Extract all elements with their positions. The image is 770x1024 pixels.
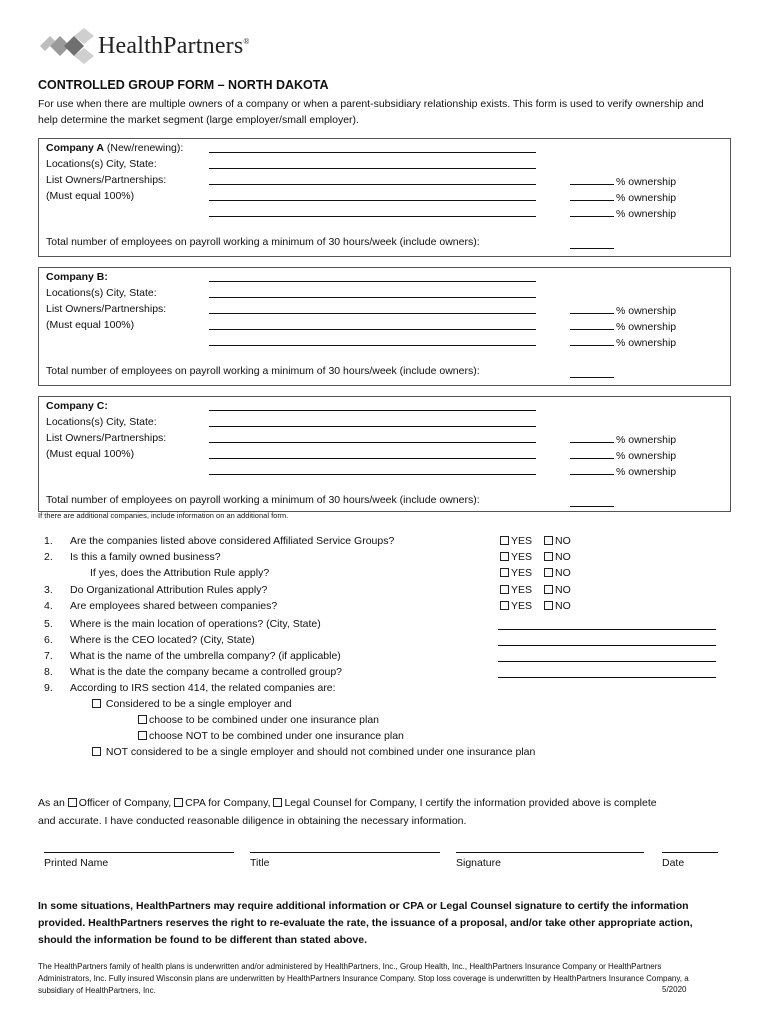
company-name: Company C:: [46, 400, 108, 412]
additional-companies-note: If there are additional companies, include information on an additional form.: [38, 511, 289, 520]
footer-text: The HealthPartners family of health plans is underwritten and/or administered by HealthPartners, Inc., Group Health, Inc., HealthPartners Insurance Company or HealthPartners Administrators, Inc. Fully insured Wisconsin plans are underwritten by HealthPartners Insurance Company. Stop loss coverage is underwritten by HealthPartners Insurance Company, a subsidiary of HealthPartners, Inc.: [38, 962, 689, 995]
q3-no-checkbox[interactable]: NO: [544, 584, 571, 596]
ownership-3[interactable]: % ownership: [570, 206, 676, 220]
question-9: 9. According to IRS section 414, the related companies are:: [44, 682, 336, 694]
owners-label: List Owners/Partnerships:: [46, 303, 167, 315]
total-employees-label: Total number of employees on payroll working a minimum of 30 hours/week (include owners):: [46, 494, 480, 506]
checkbox-icon: [500, 585, 509, 594]
printed-name-label: Printed Name: [44, 857, 109, 869]
must-equal-label: (Must equal 100%): [46, 319, 135, 331]
q6-answer-field[interactable]: [498, 645, 716, 646]
owner-field-2[interactable]: [209, 458, 536, 459]
ownership-2[interactable]: % ownership: [570, 319, 676, 333]
logo-wordmark: HealthPartners: [98, 33, 244, 59]
q1-no-checkbox[interactable]: NO: [544, 535, 571, 547]
owner-field-2[interactable]: [209, 329, 536, 330]
checkbox-icon: [138, 715, 147, 724]
footer-date: 5/2020: [662, 985, 687, 994]
checkbox-icon: [92, 699, 101, 708]
must-equal-label: (Must equal 100%): [46, 448, 135, 460]
total-employees-field[interactable]: [570, 377, 614, 378]
ownership-1[interactable]: % ownership: [570, 174, 676, 188]
company-name-field[interactable]: [209, 281, 536, 282]
company-c-section: [38, 396, 731, 512]
owner-field-1[interactable]: [209, 184, 536, 185]
owner-field-1[interactable]: [209, 313, 536, 314]
question-5: 5. Where is the main location of operations? (City, State): [44, 618, 321, 630]
signature-field[interactable]: [456, 852, 644, 853]
checkbox-icon: [500, 552, 509, 561]
notice-paragraph: In some situations, HealthPartners may require additional information or CPA or Legal Counsel signature to certify the information provided. HealthPartners reserves the right to re-evaluate the rate, the issuance of a proposal, and/or take other appropriate action, should the information be found to be different than stated above.: [38, 900, 693, 946]
question-6: 6. Where is the CEO located? (City, State): [44, 634, 255, 646]
owner-field-2[interactable]: [209, 200, 536, 201]
q2a-no-checkbox[interactable]: NO: [544, 567, 571, 579]
single-employer-option[interactable]: Considered to be a single employer and: [92, 698, 292, 710]
ownership-1[interactable]: % ownership: [570, 432, 676, 446]
question-7: 7. What is the name of the umbrella company? (if applicable): [44, 650, 341, 662]
q1-yes-checkbox[interactable]: YES: [500, 535, 532, 547]
certify-line-1: As an Officer of Company, CPA for Company, Legal Counsel for Company, I certify the information provided above is complete: [38, 797, 657, 809]
total-employees-label: Total number of employees on payroll working a minimum of 30 hours/week (include owners):: [46, 365, 480, 377]
question-2: 2. Is this a family owned business?: [44, 551, 221, 563]
intro-text: For use when there are multiple owners of a company or when a parent-subsidiary relationship exists. This form is used to verify ownership and help determine the market segment (large employer/small employer).: [38, 98, 704, 126]
checkbox-icon: [544, 568, 553, 577]
total-employees-field[interactable]: [570, 248, 614, 249]
locations-field[interactable]: [209, 426, 536, 427]
q7-answer-field[interactable]: [498, 661, 716, 662]
ownership-2[interactable]: % ownership: [570, 448, 676, 462]
checkbox-icon: [544, 585, 553, 594]
question-1: 1. Are the companies listed above considered Affiliated Service Groups?: [44, 535, 395, 547]
date-field[interactable]: [662, 852, 718, 853]
checkbox-icon: [138, 731, 147, 740]
owner-field-3[interactable]: [209, 474, 536, 475]
locations-field[interactable]: [209, 168, 536, 169]
q4-yes-checkbox[interactable]: YES: [500, 600, 532, 612]
certify-line-2: and accurate. I have conducted reasonable diligence in obtaining the necessary information.: [38, 815, 467, 827]
company-name-field[interactable]: [209, 152, 536, 153]
checkbox-icon: [500, 536, 509, 545]
locations-label: Locations(s) City, State:: [46, 158, 157, 170]
company-name: Company B:: [46, 271, 108, 283]
owners-label: List Owners/Partnerships:: [46, 174, 167, 186]
date-label: Date: [662, 857, 685, 869]
company-name-field[interactable]: [209, 410, 536, 411]
question-4: 4. Are employees shared between companies?: [44, 600, 278, 612]
company-name: Company A: [46, 142, 104, 154]
locations-label: Locations(s) City, State:: [46, 287, 157, 299]
form-title: CONTROLLED GROUP FORM – NORTH DAKOTA: [38, 78, 329, 92]
locations-label: Locations(s) City, State:: [46, 416, 157, 428]
question-8: 8. What is the date the company became a controlled group?: [44, 666, 342, 678]
healthpartners-logo-icon: [38, 27, 96, 65]
ownership-1[interactable]: % ownership: [570, 303, 676, 317]
not-combined-option[interactable]: choose NOT to be combined under one insurance plan: [138, 730, 404, 742]
question-2a: If yes, does the Attribution Rule apply?: [90, 567, 270, 579]
q5-answer-field[interactable]: [498, 629, 716, 630]
owner-field-3[interactable]: [209, 345, 536, 346]
checkbox-icon: [544, 601, 553, 610]
owner-field-3[interactable]: [209, 216, 536, 217]
owner-field-1[interactable]: [209, 442, 536, 443]
company-a-section: [38, 138, 731, 257]
checkbox-icon: [544, 552, 553, 561]
q8-answer-field[interactable]: [498, 677, 716, 678]
question-3: 3. Do Organizational Attribution Rules apply?: [44, 584, 268, 596]
combined-option[interactable]: choose to be combined under one insurance plan: [138, 714, 379, 726]
total-employees-field[interactable]: [570, 506, 614, 507]
officer-checkbox[interactable]: [68, 798, 77, 807]
cpa-checkbox[interactable]: [174, 798, 183, 807]
checkbox-icon: [500, 601, 509, 610]
owners-label: List Owners/Partnerships:: [46, 432, 167, 444]
ownership-2[interactable]: % ownership: [570, 190, 676, 204]
legal-counsel-checkbox[interactable]: [273, 798, 282, 807]
q2-no-checkbox[interactable]: NO: [544, 551, 571, 563]
locations-field[interactable]: [209, 297, 536, 298]
q2-yes-checkbox[interactable]: YES: [500, 551, 532, 563]
checkbox-icon: [500, 568, 509, 577]
checkbox-icon: [544, 536, 553, 545]
ownership-3[interactable]: % ownership: [570, 335, 676, 349]
company-name-suffix: (New/renewing):: [103, 142, 184, 154]
signature-label: Signature: [456, 857, 501, 869]
logo: [38, 27, 258, 67]
ownership-3[interactable]: % ownership: [570, 464, 676, 478]
q4-no-checkbox[interactable]: NO: [544, 600, 571, 612]
not-single-employer-option[interactable]: NOT considered to be a single employer and should not combined under one insurance plan: [92, 746, 535, 758]
total-employees-label: Total number of employees on payroll working a minimum of 30 hours/week (include owners):: [46, 236, 480, 248]
printed-name-field[interactable]: [44, 852, 234, 853]
title-label: Title: [250, 857, 270, 869]
registered-mark: ®: [243, 37, 250, 46]
title-field[interactable]: [250, 852, 440, 853]
checkbox-icon: [92, 747, 101, 756]
company-b-section: [38, 267, 731, 386]
q2a-yes-checkbox[interactable]: YES: [500, 567, 532, 579]
q3-yes-checkbox[interactable]: YES: [500, 584, 532, 596]
must-equal-label: (Must equal 100%): [46, 190, 135, 202]
